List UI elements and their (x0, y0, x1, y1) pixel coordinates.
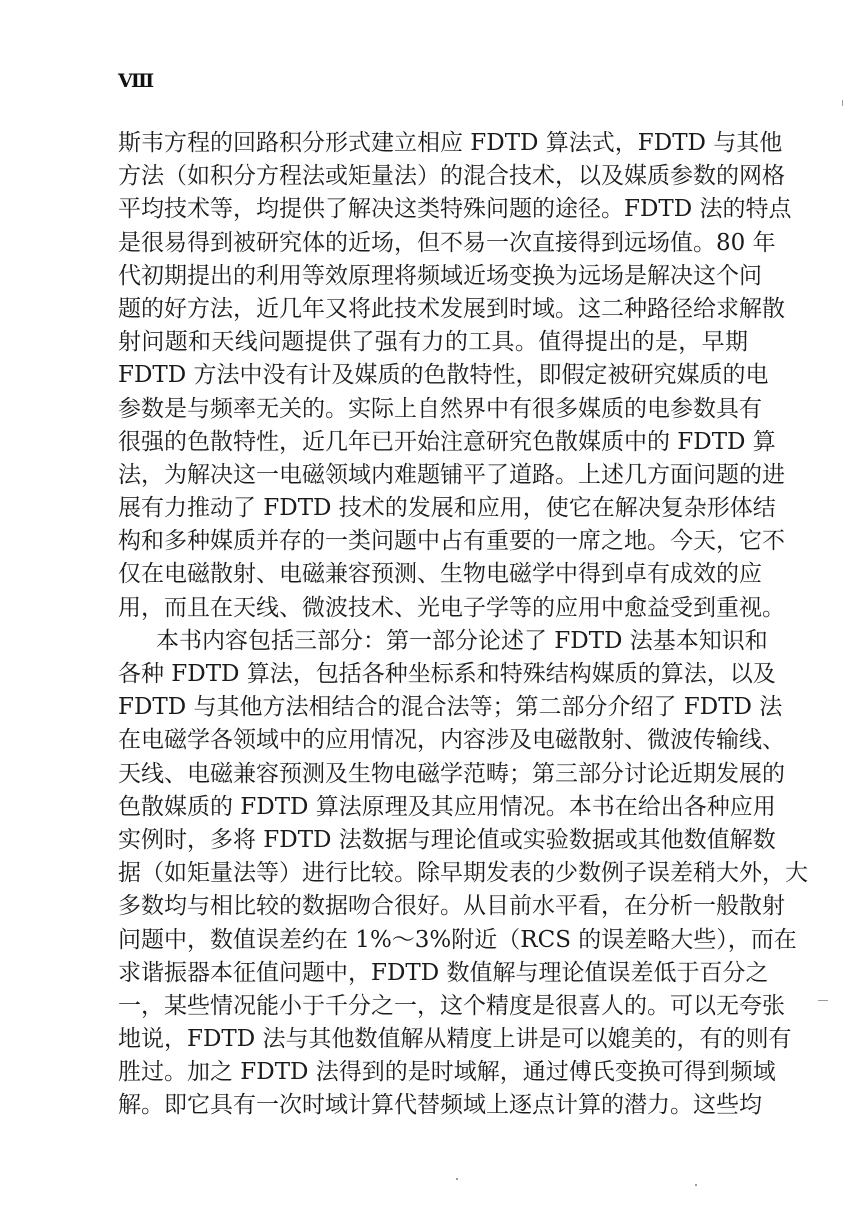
text-line: 法，为解决这一电磁领域内难题铺平了道路。上述几方面问题的进 (118, 461, 785, 488)
text-line: 色散媒质的 FDTD 算法原理及其应用情况。本书在给出各种应用 (118, 793, 776, 820)
text-line: FDTD 与其他方法相结合的混合法等；第二部分介绍了 FDTD 法 (118, 694, 783, 721)
text-line: 一，某些情况能小于千分之一，这个精度是很喜人的。可以无夸张 (118, 992, 785, 1019)
text-line: 解。即它具有一次时域计算代替频域上逐点计算的潜力。这些均 (118, 1092, 762, 1119)
text-line: 胜过。加之 FDTD 法得到的是时域解，通过傅氏变换可得到频域 (118, 1059, 776, 1086)
text-line: 在电磁学各领域中的应用情况，内容涉及电磁散射、微波传输线、 (118, 727, 785, 754)
text-line: 展有力推动了 FDTD 技术的发展和应用，使它在解决复杂形体结 (118, 495, 776, 522)
text-line: 天线、电磁兼容预测及生物电磁学范畴；第三部分讨论近期发展的 (118, 760, 785, 787)
text-line: 射问题和天线问题提供了强有力的工具。值得提出的是，早期 (118, 329, 748, 356)
scan-mark (695, 1184, 697, 1186)
text-line: 仅在电磁散射、电磁兼容预测、生物电磁学中得到卓有成效的应 (118, 561, 762, 588)
text-line: 据（如矩量法等）进行比较。除早期发表的少数例子误差稍大外，大 (118, 860, 808, 887)
text-line: 代初期提出的利用等效原理将频域近场变换为远场是解决这个问 (118, 262, 762, 289)
paragraph-start-line: 本书内容包括三部分：第一部分论述了 FDTD 法基本知识和 (156, 627, 768, 654)
text-line: 构和多种媒质并存的一类问题中占有重要的一席之地。今天，它不 (118, 528, 785, 555)
text-line: 用，而且在天线、微波技术、光电子学等的应用中愈益受到重视。 (118, 594, 785, 621)
text-line: 各种 FDTD 算法，包括各种坐标系和特殊结构媒质的算法，以及 (118, 661, 776, 687)
text-line: 平均技术等，均提供了解决这类特殊问题的途径。FDTD 法的特点 (118, 196, 792, 223)
page-number: Ⅷ (118, 71, 154, 92)
text-line: 很强的色散特性，近几年已开始注意研究色散媒质中的 FDTD 算 (118, 428, 776, 455)
scan-mark (818, 1000, 828, 1001)
text-line: 求谐振器本征值问题中，FDTD 数值解与理论值误差低于百分之 (118, 959, 769, 986)
text-line: 多数均与相比较的数据吻合很好。从目前水平看，在分析一般散射 (118, 893, 785, 920)
text-line: 参数是与频率无关的。实际上自然界中有很多媒质的电参数具有 (118, 395, 762, 422)
text-line: 地说，FDTD 法与其他数值解从精度上讲是可以媲美的，有的则有 (118, 1026, 792, 1053)
text-line: 方法（如积分方程法或矩量法）的混合技术，以及媒质参数的网格 (118, 163, 785, 190)
scan-mark (842, 100, 843, 106)
body-text (118, 127, 808, 1123)
text-line: 斯韦方程的回路积分形式建立相应 FDTD 算法式，FDTD 与其他 (118, 130, 783, 156)
text-line: 是很易得到被研究体的近场，但不易一次直接得到远场值。80 年 (118, 229, 776, 256)
text-line: 题的好方法，近几年又将此技术发展到时域。这二种路径给求解散 (118, 295, 785, 322)
text-line: FDTD 方法中没有计及媒质的色散特性，即假定被研究媒质的电 (118, 362, 769, 389)
text-line: 实例时，多将 FDTD 法数据与理论值或实验数据或其他数值解数 (118, 826, 776, 853)
text-line: 问题中，数值误差约在 1%～3%附近（RCS 的误差略大些），而在 (118, 926, 797, 953)
scan-mark (456, 1178, 458, 1180)
